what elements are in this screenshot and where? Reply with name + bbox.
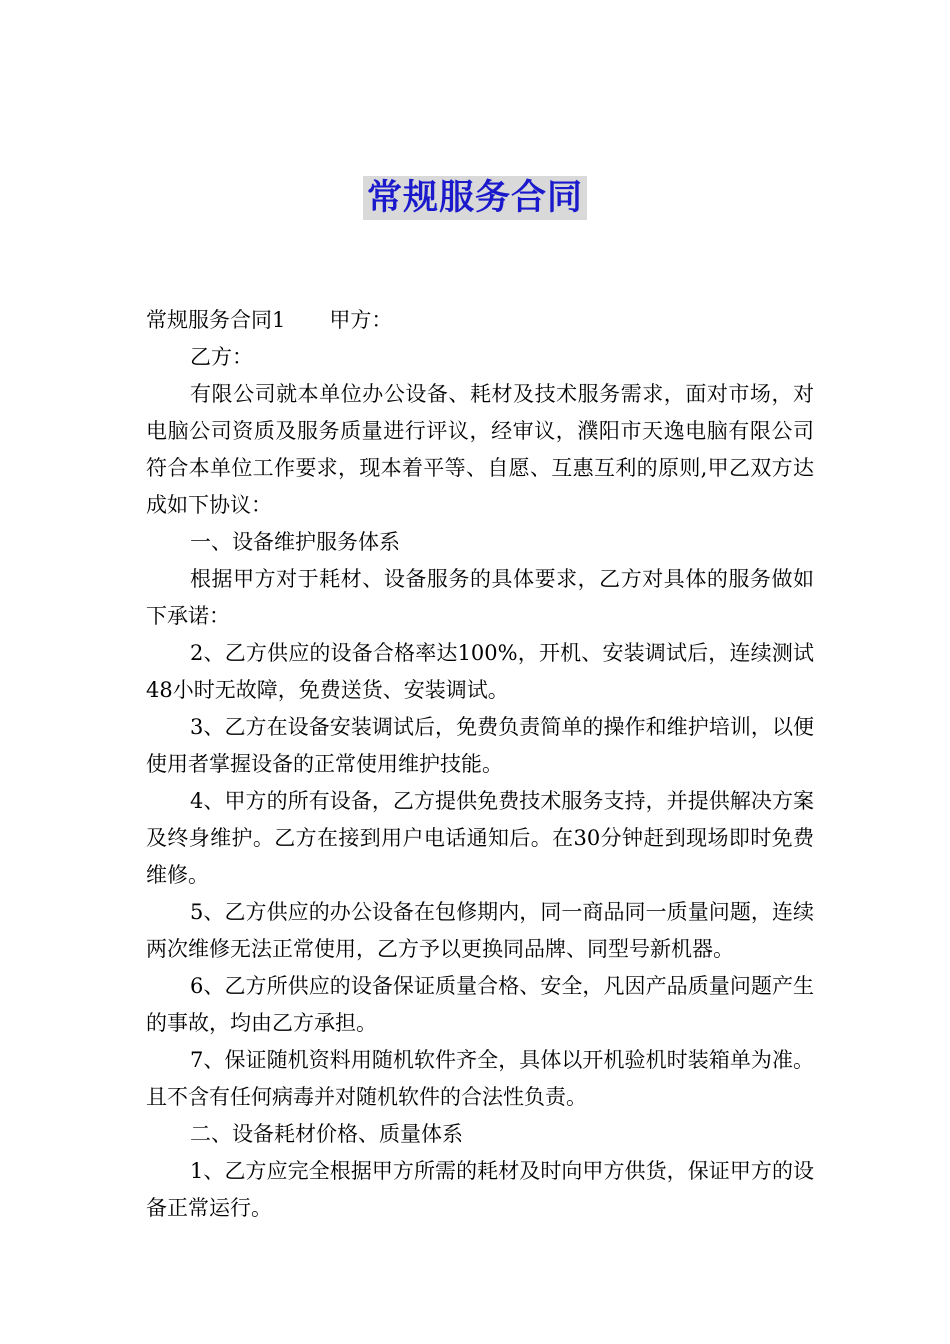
paragraph: 6、乙方所供应的设备保证质量合格、安全，凡因产品质量问题产生的事故，均由乙方承担。 [146, 974, 814, 1035]
paragraph: 有限公司就本单位办公设备、耗材及技术服务需求，面对市场，对电脑公司资质及服务质量进行评议，经审议，濮阳市天逸电脑有限公司符合本单位工作要求，现本着平等、自愿、互惠互利的原则,甲乙双方达成如下协议： [146, 382, 814, 517]
paragraph: 4、甲方的所有设备，乙方提供免费技术服务支持，并提供解决方案及终身维护。乙方在接到用户电话通知后。在30分钟赶到现场即时免费维修。 [146, 789, 814, 887]
section-heading: 一、设备维护服务体系 [190, 530, 400, 554]
document-title: 常规服务合同 [363, 176, 587, 220]
paragraph: 3、乙方在设备安装调试后，免费负责简单的操作和维护培训，以便使用者掌握设备的正常使用维护技能。 [146, 715, 814, 776]
document-body [146, 302, 814, 1227]
section-heading: 二、设备耗材价格、质量体系 [190, 1122, 463, 1146]
heading-line [146, 302, 814, 339]
title-container [0, 176, 950, 220]
contract-name: 常规服务合同1 [146, 308, 286, 332]
paragraph: 乙方： [190, 345, 253, 369]
paragraph: 7、保证随机资料用随机软件齐全，具体以开机验机时装箱单为准。且不含有任何病毒并对随机软件的合法性负责。 [146, 1048, 814, 1109]
paragraph: 根据甲方对于耗材、设备服务的具体要求，乙方对具体的服务做如下承诺： [146, 567, 814, 628]
paragraph: 5、乙方供应的办公设备在包修期内，同一商品同一质量问题，连续两次维修无法正常使用，乙方予以更换同品牌、同型号新机器。 [146, 900, 814, 961]
party-a-label: 甲方： [329, 308, 393, 332]
paragraph: 2、乙方供应的设备合格率达100%，开机、安装调试后，连续测试48小时无故障，免费送货、安装调试。 [146, 641, 814, 702]
paragraph: 1、乙方应完全根据甲方所需的耗材及时向甲方供货，保证甲方的设备正常运行。 [146, 1159, 814, 1220]
